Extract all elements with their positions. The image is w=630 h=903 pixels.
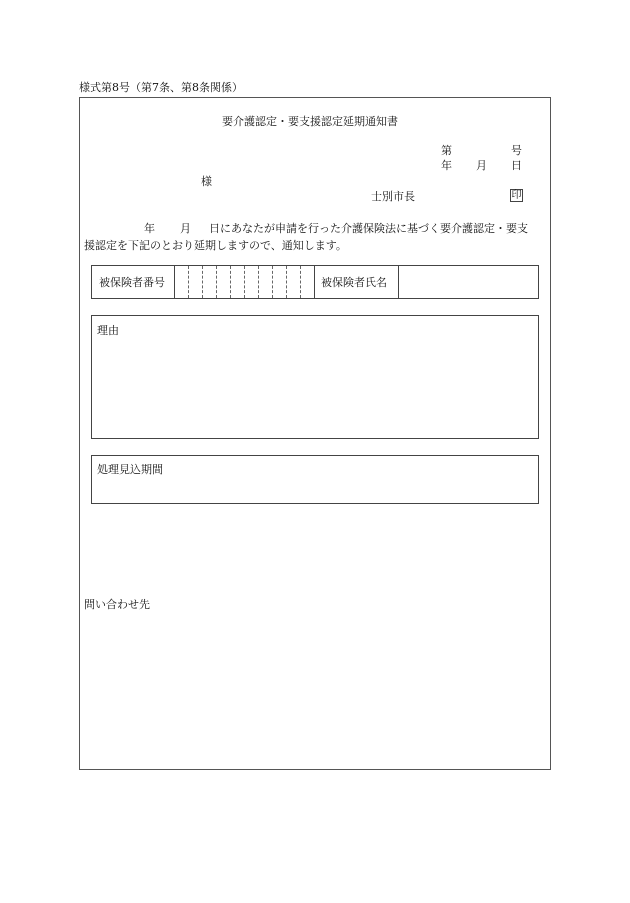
addressee-suffix: 様: [201, 175, 212, 188]
insured-name-label: 被保険者氏名: [321, 276, 387, 289]
date-day: 日: [511, 159, 522, 172]
date-month: 月: [476, 159, 487, 172]
insured-info-row: [91, 265, 539, 299]
doc-number-dai: 第: [441, 144, 452, 157]
doc-number-go: 号: [511, 144, 522, 157]
body-line-2: 援認定を下記のとおり延期しますので、通知します。: [84, 239, 347, 252]
number-digit-divider: [216, 266, 217, 298]
body-line-1: [84, 220, 550, 237]
form-number: 様式第8号（第7条、第8条関係）: [79, 81, 243, 94]
insured-number-label: 被保険者番号: [99, 276, 165, 289]
body-line-1-text: 日にあなたが申請を行った介護保険法に基づく要介護認定・要支: [209, 222, 528, 235]
seal-mark: 印: [511, 190, 522, 201]
reason-label: 理由: [97, 324, 119, 337]
number-digit-divider: [300, 266, 301, 298]
number-digit-divider: [202, 266, 203, 298]
date-year: 年: [441, 159, 452, 172]
contact-label: 問い合わせ先: [84, 598, 150, 611]
number-digit-divider: [272, 266, 273, 298]
number-digit-divider: [188, 266, 189, 298]
expected-period-label: 処理見込期間: [97, 463, 163, 476]
number-digit-divider: [258, 266, 259, 298]
reason-box: [91, 315, 539, 439]
number-grid-end: [314, 266, 315, 298]
number-digit-divider: [244, 266, 245, 298]
notice-body: [84, 220, 550, 254]
number-digit-divider: [230, 266, 231, 298]
document-title: 要介護認定・要支援認定延期通知書: [222, 115, 398, 128]
insured-name-divider: [398, 266, 399, 298]
number-digit-divider: [286, 266, 287, 298]
expected-period-box: [91, 455, 539, 504]
body-month: 月: [180, 222, 191, 235]
issuer-name: 士別市長: [371, 190, 415, 203]
number-grid-start: [174, 266, 175, 298]
body-year: 年: [144, 222, 155, 235]
